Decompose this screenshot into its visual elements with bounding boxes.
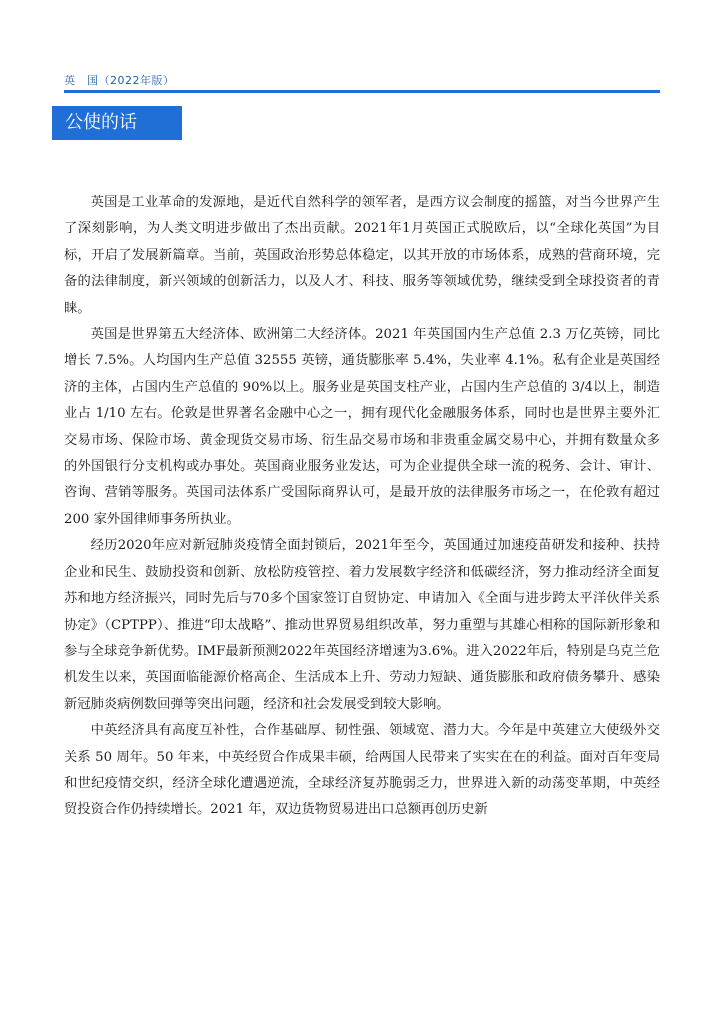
running-header: 英 国（2022年版）: [64, 74, 175, 87]
paragraph-china-uk: 中英经济具有高度互补性，合作基础厚、韧性强、领域宽、潜力大。今年是中英建立大使级外交关系 50 周年。50 年来，中英经贸合作成果丰硕，给两国人民带来了实实在在的利益。面对百年变局和世纪疫情交织，经济全球化遭遇逆流，全球经济复苏脆弱乏力，世界进入新的动荡变革期，中英经贸投资合作仍持续增长。2021 年，双边货物贸易进出口总额再创历史新: [64, 723, 660, 818]
body-text: [64, 190, 660, 824]
paragraph-economy: 英国是世界第五大经济体、欧洲第二大经济体。2021 年英国国内生产总值 2.3 万亿英镑，同比增长 7.5%。人均国内生产总值 32555 英镑，通货膨胀率 5.4%，失业率 4.1%。私有企业是英国经济的主体，占国内生产总值的 90%以上。服务业是英国支柱产业，占国内生产总值的 3/4以上，制造业占 1/10 左右。伦敦是世界著名金融中心之一，拥有现代化金融服务体系，同时也是世界主要外汇交易市场、保险市场、黄金现货交易市场、衍生品交易市场和非贵重金属交易中心，并拥有数量众多的外国银行分支机构或办事处。英国商业服务业发达，可为企业提供全球一流的税务、会计、审计、咨询、营销等服务。英国司法体系广受国际商界认可，是最开放的法律服务市场之一，在伦敦有超过 200 家外国律师事务所执业。: [64, 327, 660, 527]
section-title: 公使的话: [52, 106, 182, 140]
paragraph-recovery: 经历2020年应对新冠肺炎疫情全面封锁后，2021年至今，英国通过加速疫苗研发和接种、扶持企业和民生、鼓励投资和创新、放松防疫管控、着力发展数字经济和低碳经济，努力推动经济全面复苏和地方经济振兴，同时先后与70多个国家签订自贸协定、申请加入《全面与进步跨太平洋伙伴关系协定》（CPTPP）、推进“印太战略”、推动世界贸易组织改革，努力重塑与其雄心相称的国际新形象和参与全球竞争新优势。IMF最新预测2022年英国经济增速为3.6%。进入2022年后，特别是乌克兰危机发生以来，英国面临能源价格高企、生活成本上升、劳动力短缺、通货膨胀和政府债务攀升、感染新冠肺炎病例数回弹等突出问题，经济和社会发展受到较大影响。: [64, 538, 660, 712]
header-rule: [64, 90, 660, 93]
paragraph-intro: 英国是工业革命的发源地，是近代自然科学的领军者，是西方议会制度的摇篮，对当今世界产生了深刻影响，为人类文明进步做出了杰出贡献。2021年1月英国正式脱欧后，以“全球化英国”为目标，开启了发展新篇章。当前，英国政治形势总体稳定，以其开放的市场体系，成熟的营商环境，完备的法律制度，新兴领域的创新活力，以及人才、科技、服务等领域优势，继续受到全球投资者的青睐。: [64, 195, 660, 316]
